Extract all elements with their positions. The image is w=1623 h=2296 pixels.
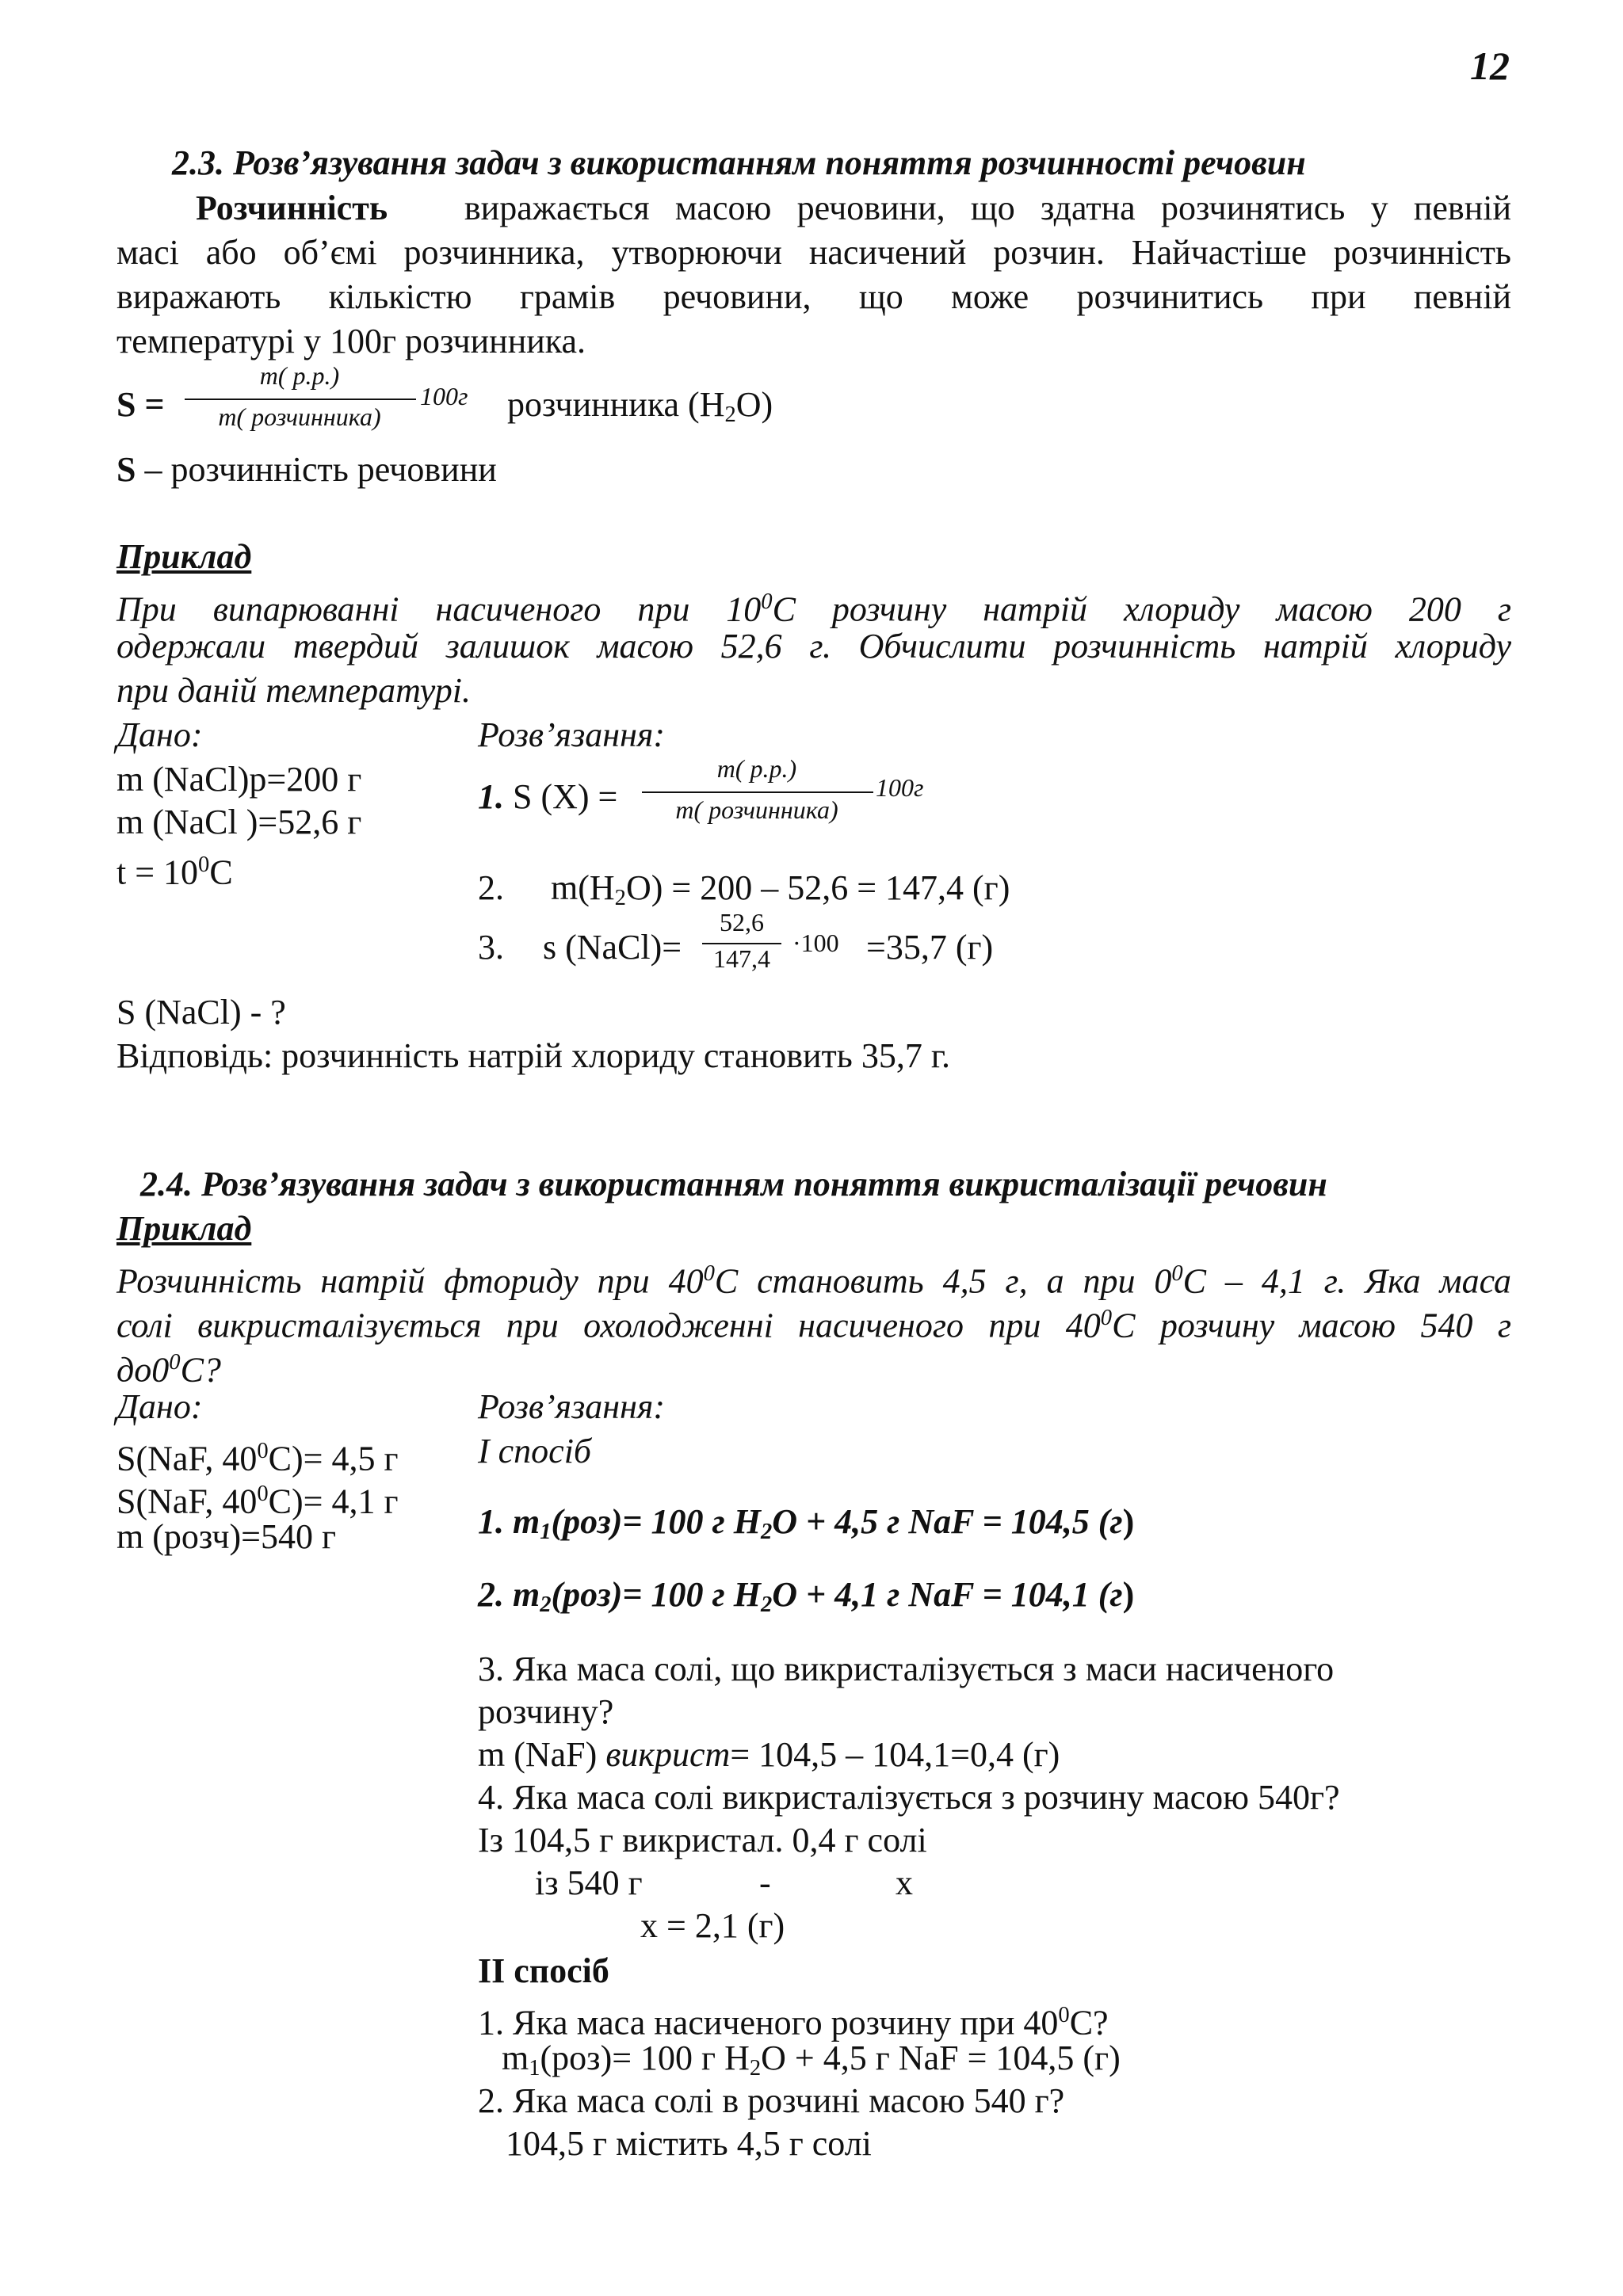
method1-step-4-result: х = 2,1 (г) bbox=[640, 1906, 785, 1945]
solubility-definition: S – розчинність речовини bbox=[116, 450, 497, 489]
step-3-lhs: s (NaCl)= bbox=[543, 928, 682, 967]
step3-factor: ·100 bbox=[792, 929, 839, 957]
step1-factor: 100г bbox=[876, 773, 924, 802]
given-label-1: Дано: bbox=[116, 715, 203, 754]
problem-1-line-3: при даній температурі. bbox=[116, 671, 471, 710]
step-3-number: 3. bbox=[478, 928, 504, 967]
problem-2-line-3: $до0^0С$? bbox=[116, 1350, 221, 1390]
section-2-4-title: 2.4. Розв’язування задач з використанням поняття викристалізації речовин bbox=[140, 1165, 1327, 1203]
step-1: 1. S (X) = bbox=[478, 777, 618, 816]
formula-fraction-line bbox=[185, 399, 416, 400]
step1-denominator: m( розчинника) bbox=[675, 795, 838, 824]
method2-line-2: $m_1(роз)= 100$ г $H_2O + 4,5$ г NaF = 104,5 (г) bbox=[502, 2039, 1121, 2081]
step3-numerator: 52,6 bbox=[720, 908, 764, 936]
page-number: 12 bbox=[1470, 44, 1510, 88]
example-label-1: Приклад bbox=[116, 537, 252, 576]
formula-denominator: m( розчинника) bbox=[218, 402, 381, 431]
method1-step-4-line-3b: - bbox=[759, 1863, 771, 1902]
step-3-result: =35,7 (г) bbox=[866, 928, 994, 967]
method-2-label: ІІ спосіб bbox=[478, 1951, 609, 1990]
paragraph-line-2: масі або об’ємі розчинника, утворюючи насичений розчин. Найчастіше розчинність bbox=[116, 233, 1511, 272]
method2-line-3: 2. Яка маса солі в розчині масою 540 г? bbox=[478, 2081, 1065, 2120]
formula-tail: розчинника $(H_2O)$ bbox=[507, 385, 773, 428]
formula-numerator: m( р.р.) bbox=[259, 361, 340, 390]
problem-1-line-1: При випарюванні насиченого при $10^0С$ розчину натрій хлориду масою 200 г bbox=[116, 589, 1511, 629]
given-2-3: m (розч)=540 г bbox=[116, 1517, 337, 1556]
step1-fraction-line bbox=[642, 791, 873, 793]
paragraph-line-1 bbox=[116, 186, 1511, 231]
solution-label-1: Розв’язання: bbox=[478, 715, 666, 754]
method1-step-3-line-3: m (NaF) викрист= 104,5 – 104,1=0,4 (г) bbox=[478, 1735, 1060, 1774]
method1-step-2: 2. $m_2(роз)= 100$ г $H_2O + 4,1$ г NaF = 104,1 (г) bbox=[478, 1575, 1135, 1618]
method1-step-4-line-3a: із 540 г bbox=[535, 1863, 643, 1902]
paragraph-line-4: температурі у 100г розчинника. bbox=[116, 322, 586, 360]
formula-lhs: S = bbox=[116, 385, 165, 424]
given-1-3: $t = 10^0C$ bbox=[116, 852, 233, 892]
term-solubility: Розчинність bbox=[196, 189, 388, 227]
method1-step-3-line-1: 3. Яка маса солі, що викристалізується з маси насиченого bbox=[478, 1650, 1335, 1688]
problem-2-line-1: Розчинність натрій фториду при $40^0С$ становить 4,5 г, а при $0^0С - 4,1$ г. Яка маса bbox=[116, 1261, 1511, 1301]
method2-line-1: 1. Яка маса насиченого розчину при $40^0С$? bbox=[478, 2003, 1109, 2042]
given-1-2: m (NaCl )=52,6 г bbox=[116, 803, 362, 841]
formula-factor: 100г bbox=[420, 382, 468, 410]
solution-label-2: Розв’язання: bbox=[478, 1387, 666, 1426]
given-1-1: m (NaCl)р=200 г bbox=[116, 760, 362, 799]
given-2-2: S(NaF, $40^0C)= 4,1$ г bbox=[116, 1482, 399, 1521]
step1-numerator: m( р.р.) bbox=[716, 754, 797, 783]
method1-step-4-line-2: Із 104,5 г викристал. 0,4 г солі bbox=[478, 1821, 927, 1859]
method1-step-3-line-2: розчину? bbox=[478, 1692, 614, 1731]
method1-step-4-line-3c: х bbox=[896, 1863, 913, 1902]
section-2-3-title: 2.3. Розв’язування задач з використанням поняття розчинності речовин bbox=[172, 143, 1306, 182]
find-1: S (NaCl) - ? bbox=[116, 993, 286, 1032]
para-line1-text: виражається масою речовини, що здатна розчинятись у певній bbox=[464, 189, 1512, 227]
problem-2-line-2: солі викристалізується при охолодженні насиченого при $40^0С$ розчину масою 540 г bbox=[116, 1306, 1512, 1345]
given-label-2: Дано: bbox=[116, 1387, 203, 1426]
step3-denominator: 147,4 bbox=[713, 944, 770, 973]
answer-1: Відповідь: розчинність натрій хлориду становить 35,7 г. bbox=[116, 1036, 950, 1075]
method2-line-4: 104,5 г містить 4,5 г солі bbox=[506, 2124, 872, 2163]
method-1-label: І спосіб bbox=[478, 1432, 592, 1470]
example-label-2: Приклад bbox=[116, 1209, 252, 1248]
method1-step-4-line-1: 4. Яка маса солі викристалізується з розчину масою 540г? bbox=[478, 1778, 1340, 1817]
step-2-number: 2. bbox=[478, 868, 504, 907]
paragraph-line-3: виражають кількістю грамів речовини, що може розчинитись при певній bbox=[116, 277, 1511, 316]
step-2: $m(H_2O) = 200 - 52,6 = 147,4$ (г) bbox=[551, 868, 1010, 911]
given-2-1: S(NaF, $40^0C)= 4,5$ г bbox=[116, 1439, 399, 1478]
problem-1-line-2: одержали твердий залишок масою 52,6 г. Обчислити розчинність натрій хлориду bbox=[116, 627, 1511, 666]
method1-step-1: 1. $m_1(роз)= 100$ г $H_2O + 4,5$ г NaF = 104,5 (г) bbox=[478, 1502, 1135, 1545]
